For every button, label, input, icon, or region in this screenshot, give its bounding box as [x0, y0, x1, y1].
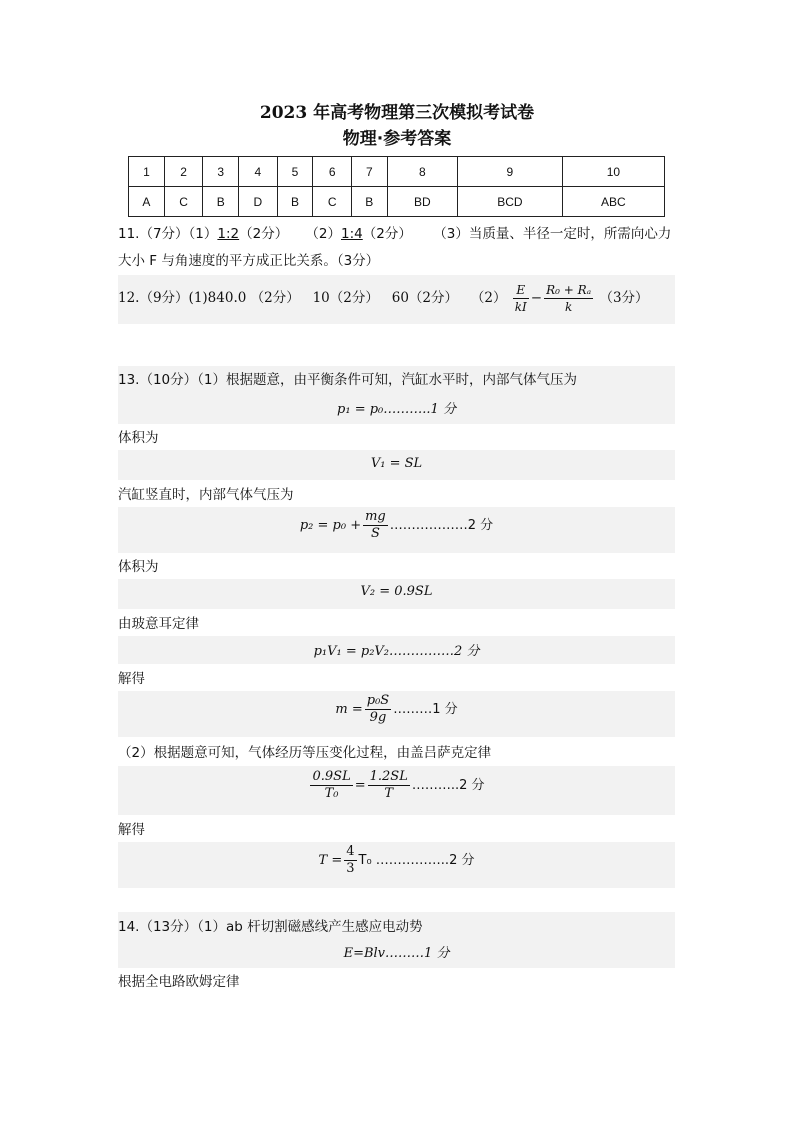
- q13-label-volume-1: 体积为: [118, 430, 159, 446]
- table-cell: BCD: [458, 187, 563, 217]
- q13-eq-8: T = $\frac{4}{3}$ T₀ ……………..2 分: [318, 844, 475, 876]
- q13-eq-1: p₁ = p₀………..1 分: [337, 402, 456, 417]
- q14-eq-1: E=Blv………1 分: [343, 946, 450, 961]
- answer-table: [128, 156, 665, 217]
- table-row-numbers: [129, 157, 665, 187]
- q12-fraction-1: $\frac{E}{kI}$: [514, 283, 527, 314]
- q14-intro: 14.（13分）（1）ab 杆切割磁感线产生感应电动势: [118, 919, 423, 935]
- q13-label-solve-2: 解得: [118, 822, 145, 838]
- table-cell: 5: [277, 157, 313, 187]
- q13-eq-3: p₂ = p₀ + $\frac{mg}{S}$ ………………2 分: [299, 509, 494, 541]
- table-cell: 6: [313, 157, 351, 187]
- table-cell: ABC: [562, 187, 664, 217]
- q13-eq-6: m = $\frac{\text{p₀S}}{9g}$ ………1 分: [335, 693, 458, 725]
- table-cell: B: [203, 187, 239, 217]
- q11-line1: 11.（7分）（1）1:2（2分） （2）1:4（2分） （3）当质量、半径一定时，所需向心力: [118, 226, 672, 242]
- q12-line: 12.（9分）(1)840.0 （2分） 10（2分） 60（2分） （2） $\frac{E}{kI}$ − $\frac{\text{R₀ + Rₐ}}{k}$ （3分）: [118, 283, 649, 314]
- q13-eq-5: p₁V₁ = p₂V₂……………2 分: [313, 644, 480, 659]
- q13-label-boyle: 由玻意耳定律: [118, 616, 199, 632]
- q13-eq-4: V₂ = 0.9SL: [360, 584, 433, 599]
- q11-line2: 大小 F 与角速度的平方成正比关系。（3分）: [118, 253, 380, 269]
- table-cell: 3: [203, 157, 239, 187]
- page-title: 2023 年高考物理第三次模拟考试卷: [259, 103, 535, 123]
- q12-fraction-2: $\frac{\text{R₀ + Rₐ}}{k}$: [546, 283, 592, 314]
- table-cell: A: [129, 187, 165, 217]
- table-row-answers: [129, 187, 665, 217]
- q13-eq-2: V₁ = SL: [370, 456, 423, 471]
- table-cell: D: [239, 187, 277, 217]
- q13-part2: （2）根据题意可知，气体经历等压变化过程，由盖吕萨克定律: [118, 745, 492, 761]
- q14-label-ohm: 根据全电路欧姆定律: [118, 974, 240, 990]
- q13-label-volume-2: 体积为: [118, 559, 159, 575]
- q11-answer-1: 1:2: [217, 226, 240, 242]
- q13-intro: 13.（10分）（1）根据题意，由平衡条件可知，汽缸水平时，内部气体气压为: [118, 372, 577, 388]
- table-cell: B: [277, 187, 313, 217]
- q13-eq-7: $\frac{0.9SL}{\text{T₀}}$ = $\frac{1.2SL}{T}$ ………..2 分: [312, 769, 485, 801]
- table-cell: C: [164, 187, 202, 217]
- table-cell: 1: [129, 157, 165, 187]
- table-cell: 8: [387, 157, 457, 187]
- table-cell: 10: [562, 157, 664, 187]
- table-cell: B: [351, 187, 387, 217]
- table-cell: 9: [458, 157, 563, 187]
- table-cell: 2: [164, 157, 202, 187]
- table-cell: 7: [351, 157, 387, 187]
- table-cell: C: [313, 187, 351, 217]
- table-cell: 4: [239, 157, 277, 187]
- q13-label-vertical: 汽缸竖直时，内部气体气压为: [118, 487, 294, 503]
- q11-answer-2: 1:4: [341, 226, 363, 242]
- page-subtitle: 物理·参考答案: [342, 129, 452, 149]
- table-cell: BD: [387, 187, 457, 217]
- q13-label-solve-1: 解得: [118, 671, 145, 687]
